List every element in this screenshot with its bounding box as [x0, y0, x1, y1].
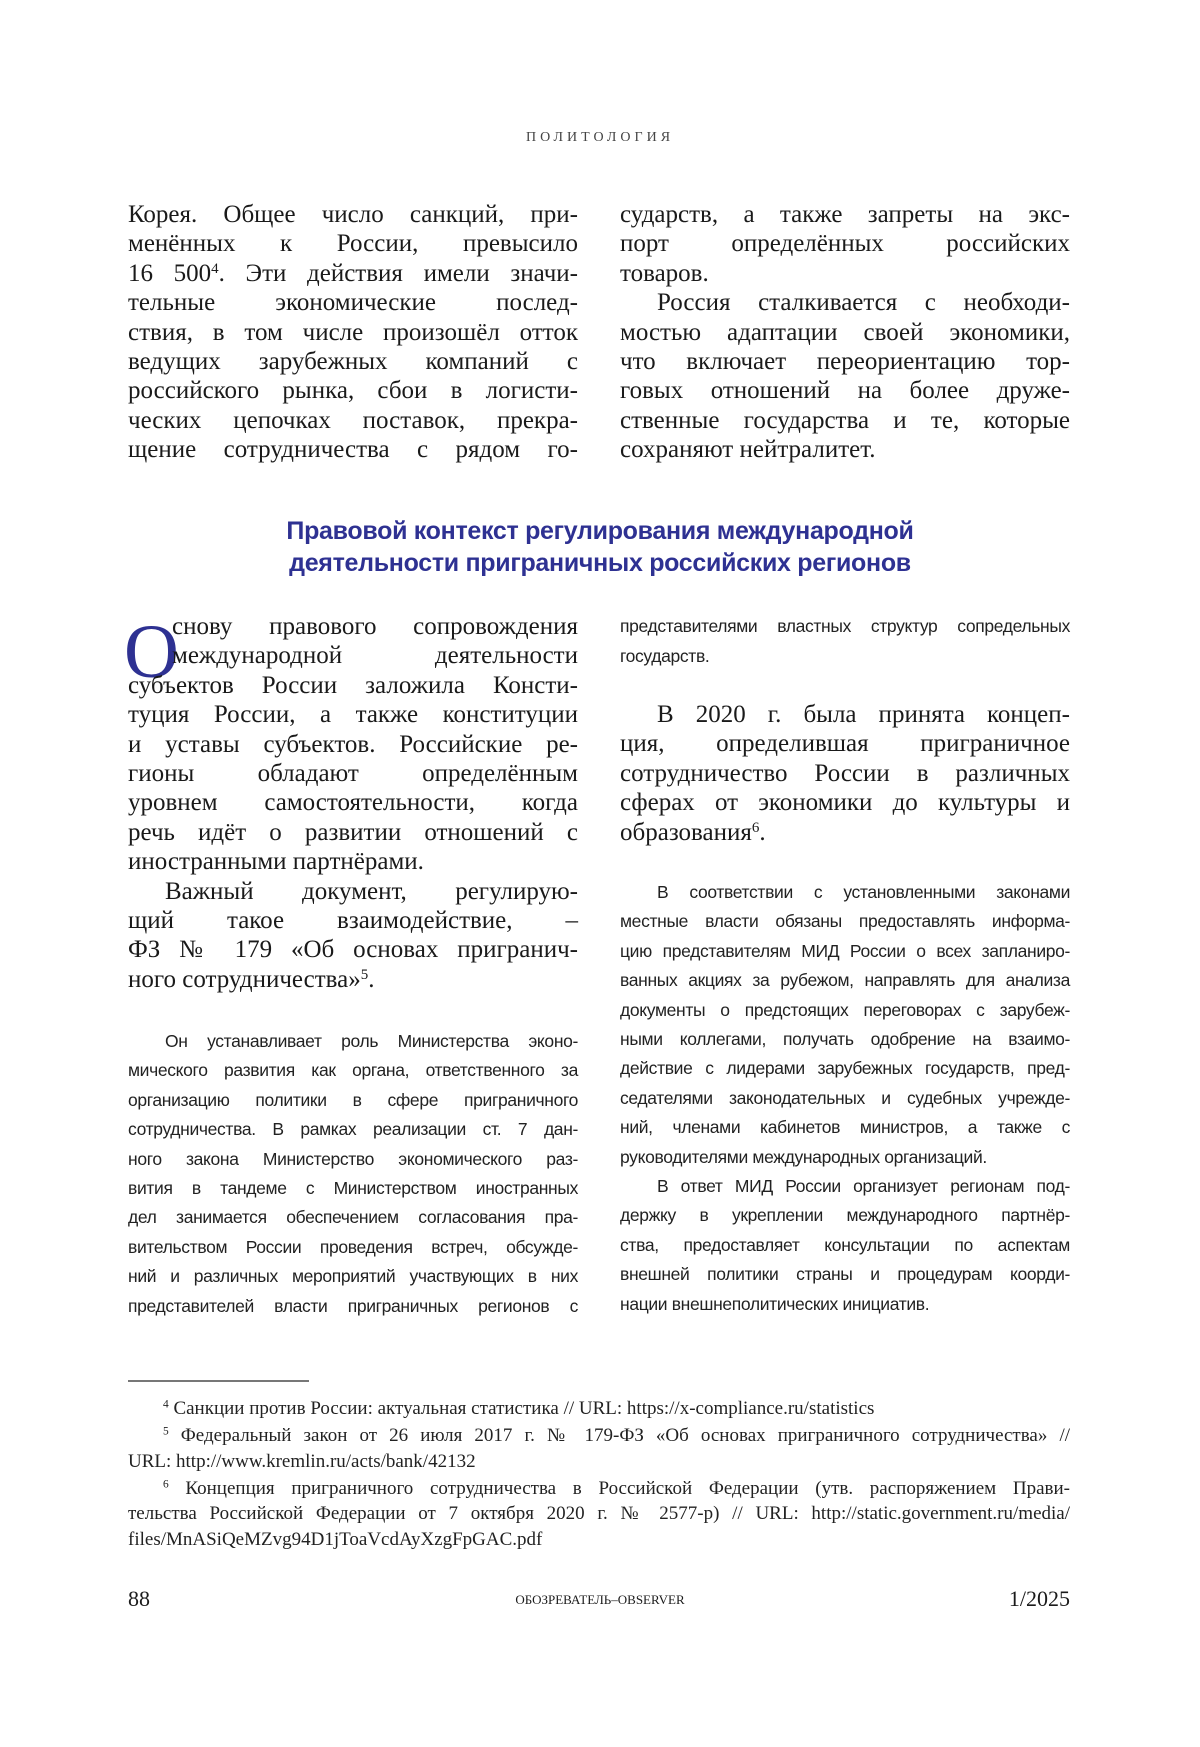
text-line: сударств, а также запреты на экс- [620, 200, 1070, 229]
text-line: представителями властных структур сопредельных [620, 612, 1070, 641]
text-line: государств. [620, 642, 1070, 671]
text-line: менённых к России, превысило [128, 229, 578, 258]
page-number: 88 [128, 1586, 150, 1612]
text-line: щий такое взаимодействие, – [128, 906, 578, 935]
text-line: мостью адаптации своей экономики, [620, 318, 1070, 347]
text-line: ведущих зарубежных компаний с [128, 347, 578, 376]
text-line: представителей власти приграничных регионов с [128, 1292, 578, 1321]
text-line: руководителями международных организаций. [620, 1143, 1070, 1172]
text-line: внешней политики страны и процедурам коорди- [620, 1260, 1070, 1289]
footnote-number: 5 [163, 1426, 169, 1438]
text-line: В соответствии с установленными законами [657, 878, 1070, 907]
text-line [128, 259, 578, 288]
footnote [163, 1396, 1070, 1422]
footnote: тельства Российской Федерации от 7 октября 2020 г. № 2577-р) // URL: http://static.government.ru/media/ [128, 1501, 1070, 1527]
text-line: дел занимается обеспечением согласования пра- [128, 1203, 578, 1232]
text-fragment: образования [620, 819, 752, 846]
section-heading: Правовой контекст регулирования международной [0, 517, 1200, 546]
text-line: седателями законодательных и судебных учрежде- [620, 1084, 1070, 1113]
text-line: ний, членами кабинетов министров, а также с [620, 1113, 1070, 1142]
text-line: товаров. [620, 259, 1070, 288]
text-line: ного закона Министерство экономического раз- [128, 1145, 578, 1174]
text-line: мического развития как органа, ответственного за [128, 1056, 578, 1085]
text-line: сохраняют нейтралитет. [620, 435, 1070, 464]
text-line: что включает переориентацию тор- [620, 347, 1070, 376]
journal-name: ОБОЗРЕВАТЕЛЬ–OBSERVER [0, 1592, 1200, 1608]
text-line: субъектов России заложила Консти- [128, 671, 578, 700]
text-line: ными коллегами, получать одобрение на взаимо- [620, 1025, 1070, 1054]
text-line: ческих цепочках поставок, прекра- [128, 406, 578, 435]
text-line: Важный документ, регулирую- [165, 877, 578, 906]
text-line: ственные государства и те, которые [620, 406, 1070, 435]
text-line: держку в укреплении международного партнёр- [620, 1201, 1070, 1230]
footnote-ref: 5 [361, 967, 369, 983]
text-line: документы о предстоящих переговорах с зарубеж- [620, 996, 1070, 1025]
text-line: образования6. [620, 818, 1070, 847]
footnote [163, 1423, 1070, 1449]
text-line: снову правового сопровождения [172, 612, 578, 641]
text-line: вительством России проведения встреч, обсужде- [128, 1233, 578, 1262]
text-line: иностранными партнёрами. [128, 847, 578, 876]
text-line: тельные экономические послед- [128, 288, 578, 317]
text-fragment: . Эти действия имели значи- [219, 260, 578, 287]
text-line: местные власти обязаны предоставлять информа- [620, 907, 1070, 936]
text-line: речь идёт о развитии отношений с [128, 818, 578, 847]
footnote-ref: 6 [752, 819, 760, 835]
text-line: ства, предоставляет консультации по аспектам [620, 1231, 1070, 1260]
footnote-ref: 4 [211, 261, 219, 277]
text-line: порт определённых российских [620, 229, 1070, 258]
text-line: гионы обладают определённым [128, 759, 578, 788]
text-line: и уставы субъектов. Российские ре- [128, 730, 578, 759]
text-line: говых отношений на более друже- [620, 376, 1070, 405]
text-line: Он устанавливает роль Министерства эконо- [165, 1027, 578, 1056]
text-line: В ответ МИД России организует регионам под- [657, 1172, 1070, 1201]
text-line: сотрудничества. В рамках реализации ст. 7 дан- [128, 1115, 578, 1144]
text-line: Россия сталкивается с необходи- [657, 288, 1070, 317]
text-fragment: Федеральный закон от 26 июля 2017 г. № 179-ФЗ «Об основах приграничного сотрудничества» // [181, 1425, 1070, 1446]
issue-number: 1/2025 [1009, 1586, 1070, 1612]
section-heading: деятельности приграничных российских регионов [0, 549, 1200, 578]
drop-cap: О [124, 614, 179, 690]
text-line: ствия, в том числе произошёл отток [128, 318, 578, 347]
footnote [163, 1476, 1070, 1502]
footnote-number: 6 [163, 1478, 169, 1490]
text-line: международной деятельности [172, 641, 578, 670]
text-line: действие с лидерами зарубежных государств, пред- [620, 1054, 1070, 1083]
text-line: цию представителям МИД России о всех запланиро- [620, 937, 1070, 966]
text-line: вития в тандеме с Министерством иностранных [128, 1174, 578, 1203]
text-line: сотрудничество России в различных [620, 759, 1070, 788]
text-line: ФЗ № 179 «Об основах пригранич- [128, 935, 578, 964]
text-line: ция, определившая приграничное [620, 729, 1070, 758]
text-line: российского рынка, сбои в логисти- [128, 376, 578, 405]
text-line: сферах от экономики до культуры и [620, 788, 1070, 817]
text-fragment: ного сотрудничества» [128, 966, 361, 993]
running-head: ПОЛИТОЛОГИЯ [0, 130, 1200, 146]
text-fragment: Санкции против России: актуальная статистика // URL: https://x-compliance.ru/statistics [173, 1398, 874, 1419]
text-line: ного сотрудничества»5. [128, 965, 578, 994]
footnote: files/MnASiQeMZvg94D1jToaVcdAyXzgFpGAC.pdf [128, 1527, 1070, 1553]
text-line: ванных акциях за рубежом, направлять для анализа [620, 966, 1070, 995]
text-line: туция России, а также конституции [128, 700, 578, 729]
text-line: В 2020 г. была принята концеп- [657, 700, 1070, 729]
footnote-number: 4 [163, 1399, 169, 1411]
text-line: уровнем самостоятельности, когда [128, 788, 578, 817]
text-fragment: 16 500 [128, 260, 211, 287]
text-line: организацию политики в сфере приграничного [128, 1086, 578, 1115]
text-line: щение сотрудничества с рядом го- [128, 435, 578, 464]
footnote: URL: http://www.kremlin.ru/acts/bank/42132 [128, 1449, 1070, 1475]
footnote-divider [128, 1380, 309, 1382]
text-line: нации внешнеполитических инициатив. [620, 1290, 1070, 1319]
text-line: Корея. Общее число санкций, при- [128, 200, 578, 229]
text-line: ний и различных мероприятий участвующих в них [128, 1262, 578, 1291]
text-fragment: Концепция приграничного сотрудничества в Российской Федерации (утв. распоряжением Прави- [185, 1478, 1070, 1499]
